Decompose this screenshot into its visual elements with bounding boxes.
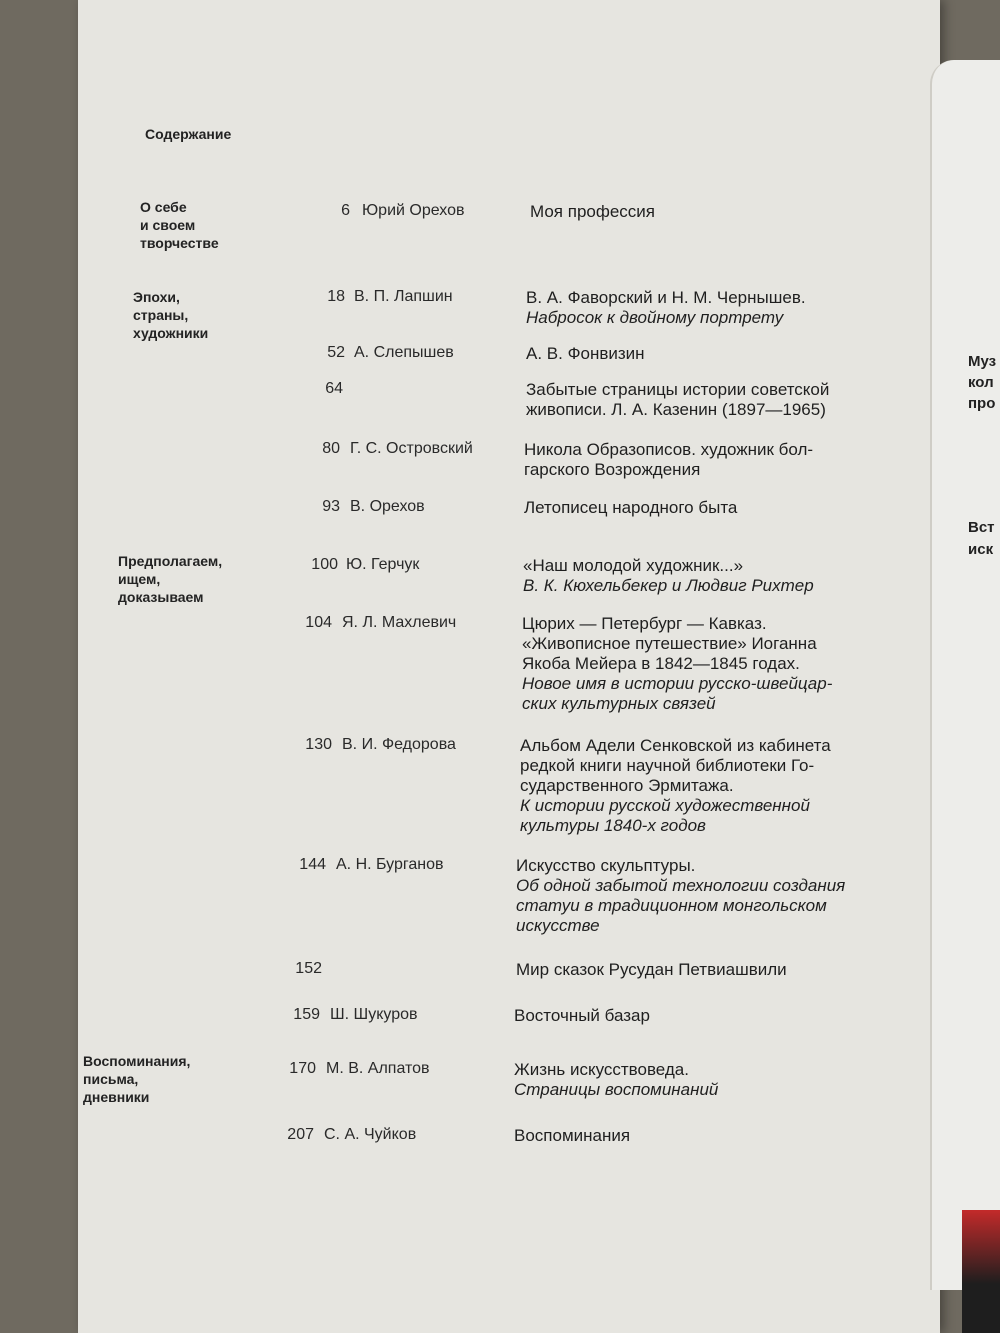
entry-title-line: Якоба Мейера в 1842—1845 годах. bbox=[522, 654, 800, 673]
entry-title-line: Летописец народного быта bbox=[524, 498, 738, 517]
facing-page-fragment: про bbox=[968, 395, 996, 412]
entry-author: А. Н. Бурганов bbox=[336, 856, 444, 873]
entry-page-number: 100 bbox=[311, 556, 338, 573]
section-heading-line: Эпохи, bbox=[133, 289, 180, 305]
entry-page-number: 159 bbox=[293, 1006, 320, 1023]
section-heading bbox=[140, 198, 290, 252]
entry-author: Г. С. Островский bbox=[350, 440, 473, 457]
entry-title bbox=[526, 344, 896, 364]
entry-title bbox=[514, 1006, 884, 1026]
facing-page-fragment: Муз bbox=[968, 353, 997, 370]
entry-title-line: Забытые страницы истории советской bbox=[526, 380, 830, 399]
entry-author: М. В. Алпатов bbox=[326, 1060, 430, 1077]
entry-title-line: Никола Образописов. художник бол- bbox=[524, 440, 814, 459]
entry-subtitle-line: культуры 1840-х годов bbox=[520, 816, 706, 835]
entry-author: В. Орехов bbox=[350, 498, 425, 515]
entry-title-line: Моя профессия bbox=[530, 202, 655, 221]
entry-title-line: А. В. Фонвизин bbox=[526, 344, 645, 363]
section-heading bbox=[83, 1052, 233, 1106]
section-heading-line: дневники bbox=[83, 1089, 150, 1105]
entry-page-number: 104 bbox=[305, 614, 332, 631]
entry-page-number: 170 bbox=[289, 1060, 316, 1077]
entry-author: А. Слепышев bbox=[354, 344, 454, 361]
toc-heading: Содержание bbox=[145, 126, 232, 142]
entry-title-line: «Живописное путешествие» Иоганна bbox=[522, 634, 817, 653]
entry-page-number: 52 bbox=[327, 344, 345, 361]
entry-title bbox=[523, 556, 893, 596]
entry-page-number: 207 bbox=[287, 1126, 314, 1143]
entry-title-line: Восточный базар bbox=[514, 1006, 650, 1025]
entry-author: Юрий Орехов bbox=[362, 202, 465, 219]
entry-author: Ю. Герчук bbox=[346, 556, 420, 573]
entry-title bbox=[524, 498, 894, 518]
entry-subtitle-line: В. К. Кюхельбекер и Людвиг Рихтер bbox=[523, 576, 814, 595]
entry-title bbox=[530, 202, 900, 222]
entry-author: С. А. Чуйков bbox=[324, 1126, 417, 1143]
section-heading-line: доказываем bbox=[118, 589, 204, 605]
entry-title-line: сударственного Эрмитажа. bbox=[520, 776, 734, 795]
entry-page-number: 64 bbox=[325, 380, 343, 397]
entry-subtitle-line: ских культурных связей bbox=[522, 694, 716, 713]
entry-page-number: 80 bbox=[322, 440, 340, 457]
facing-page-fragment: Вст bbox=[968, 519, 995, 536]
section-heading-line: Воспоминания, bbox=[83, 1053, 191, 1069]
entry-title-line: В. А. Фаворский и Н. М. Чернышев. bbox=[526, 288, 806, 307]
entry-subtitle-line: К истории русской художественной bbox=[520, 796, 810, 815]
entry-page-number: 152 bbox=[295, 960, 322, 977]
entry-page-number: 18 bbox=[327, 288, 345, 305]
entry-title-line: Воспоминания bbox=[514, 1126, 631, 1145]
section-heading-line: О себе bbox=[140, 199, 187, 215]
entry-title-line: Цюрих — Петербург — Кавказ. bbox=[522, 614, 767, 633]
entry-title-line: Жизнь искусствоведа. bbox=[514, 1060, 689, 1079]
entry-page-number: 144 bbox=[299, 856, 326, 873]
entry-title-line: гарского Возрождения bbox=[524, 460, 701, 479]
entry-page-number: 130 bbox=[305, 736, 332, 753]
entry-title-line: Искусство скульптуры. bbox=[516, 856, 696, 875]
entry-author: Ш. Шукуров bbox=[330, 1006, 418, 1023]
entry-author: Я. Л. Махлевич bbox=[342, 614, 457, 631]
facing-page-edge bbox=[930, 60, 1000, 1290]
entry-subtitle-line: Об одной забытой технологии создания bbox=[516, 876, 846, 895]
section-heading-line: и своем bbox=[140, 217, 196, 233]
entry-title-line: Альбом Адели Сенковской из кабинета bbox=[520, 736, 831, 755]
entry-title-line: «Наш молодой художник...» bbox=[523, 556, 744, 575]
entry-subtitle-line: Новое имя в истории русско-швейцар- bbox=[522, 674, 833, 693]
entry-author: В. И. Федорова bbox=[342, 736, 456, 753]
entry-title bbox=[522, 614, 892, 714]
entry-subtitle-line: Набросок к двойному портрету bbox=[526, 308, 784, 327]
section-heading-line: письма, bbox=[83, 1071, 139, 1087]
entry-subtitle-line: статуи в традиционном монгольском bbox=[516, 896, 827, 915]
entry-subtitle-line: Страницы воспоминаний bbox=[514, 1080, 719, 1099]
entry-page-number: 93 bbox=[322, 498, 340, 515]
facing-page-fragment: кол bbox=[968, 374, 994, 391]
section-heading-line: Предполагаем, bbox=[118, 553, 223, 569]
section-heading-line: ищем, bbox=[118, 571, 161, 587]
section-heading-line: художники bbox=[133, 325, 209, 341]
entry-title bbox=[520, 736, 890, 836]
section-heading-line: страны, bbox=[133, 307, 189, 323]
entry-title bbox=[526, 380, 896, 420]
entry-title-line: живописи. Л. А. Казенин (1897—1965) bbox=[526, 400, 826, 419]
facing-page-fragment: иск bbox=[968, 541, 994, 558]
entry-title bbox=[514, 1060, 884, 1100]
entry-title bbox=[524, 440, 894, 480]
entry-title bbox=[516, 856, 886, 936]
entry-title-line: редкой книги научной библиотеки Го- bbox=[520, 756, 815, 775]
entry-title bbox=[514, 1126, 884, 1146]
entry-subtitle-line: искусстве bbox=[516, 916, 600, 935]
entry-title bbox=[526, 288, 896, 328]
section-heading bbox=[118, 552, 268, 606]
entry-title-line: Мир сказок Русудан Петвиашвили bbox=[516, 960, 787, 979]
entry-page-number: 6 bbox=[341, 202, 350, 219]
section-heading bbox=[133, 288, 283, 342]
entry-author: В. П. Лапшин bbox=[354, 288, 453, 305]
section-heading-line: творчестве bbox=[140, 235, 219, 251]
entry-title bbox=[516, 960, 886, 980]
book-spine bbox=[962, 1210, 1000, 1333]
